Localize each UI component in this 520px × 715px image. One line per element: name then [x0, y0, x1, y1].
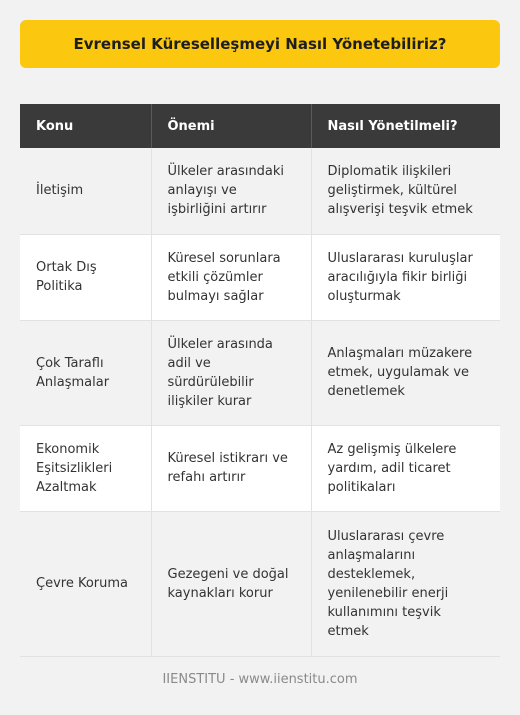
cell-how-to-manage: Diplomatik ilişkileri geliştirmek, kültürel alışverişi teşvik etmek: [311, 148, 500, 234]
header-importance: Önemi: [151, 104, 311, 148]
table-row: [20, 234, 500, 320]
header-topic: Konu: [20, 104, 151, 148]
cell-topic: Çok Taraflı Anlaşmalar: [20, 320, 151, 425]
cell-how-to-manage: Uluslararası çevre anlaşmalarını desteklemek, yenilenebilir enerji kullanımını teşvik etmek: [311, 511, 500, 656]
cell-topic: Ekonomik Eşitsizlikleri Azaltmak: [20, 425, 151, 511]
cell-importance: Ülkeler arasındaki anlayışı ve işbirliğini artırır: [151, 148, 311, 234]
title-banner: [20, 20, 500, 68]
page-title: Evrensel Küreselleşmeyi Nasıl Yönetebiliriz?: [73, 35, 447, 53]
cell-topic: İletişim: [20, 148, 151, 234]
cell-how-to-manage: Uluslararası kuruluşlar aracılığıyla fikir birliği oluşturmak: [311, 234, 500, 320]
table-row: [20, 148, 500, 234]
cell-importance: Ülkeler arasında adil ve sürdürülebilir ilişkiler kurar: [151, 320, 311, 425]
table-row: [20, 425, 500, 511]
table-row: [20, 320, 500, 425]
cell-topic: Ortak Dış Politika: [20, 234, 151, 320]
cell-importance: Gezegeni ve doğal kaynakları korur: [151, 511, 311, 656]
info-table: [20, 104, 500, 657]
cell-importance: Küresel istikrarı ve refahı artırır: [151, 425, 311, 511]
cell-how-to-manage: Az gelişmiş ülkelere yardım, adil ticaret politikaları: [311, 425, 500, 511]
header-how-to-manage: Nasıl Yönetilmeli?: [311, 104, 500, 148]
table-header-row: [20, 104, 500, 148]
table-row: [20, 511, 500, 656]
footer-credit: IIENSTITU - www.iienstitu.com: [162, 672, 358, 687]
cell-how-to-manage: Anlaşmaları müzakere etmek, uygulamak ve denetlemek: [311, 320, 500, 425]
cell-topic: Çevre Koruma: [20, 511, 151, 656]
cell-importance: Küresel sorunlara etkili çözümler bulmayı sağlar: [151, 234, 311, 320]
